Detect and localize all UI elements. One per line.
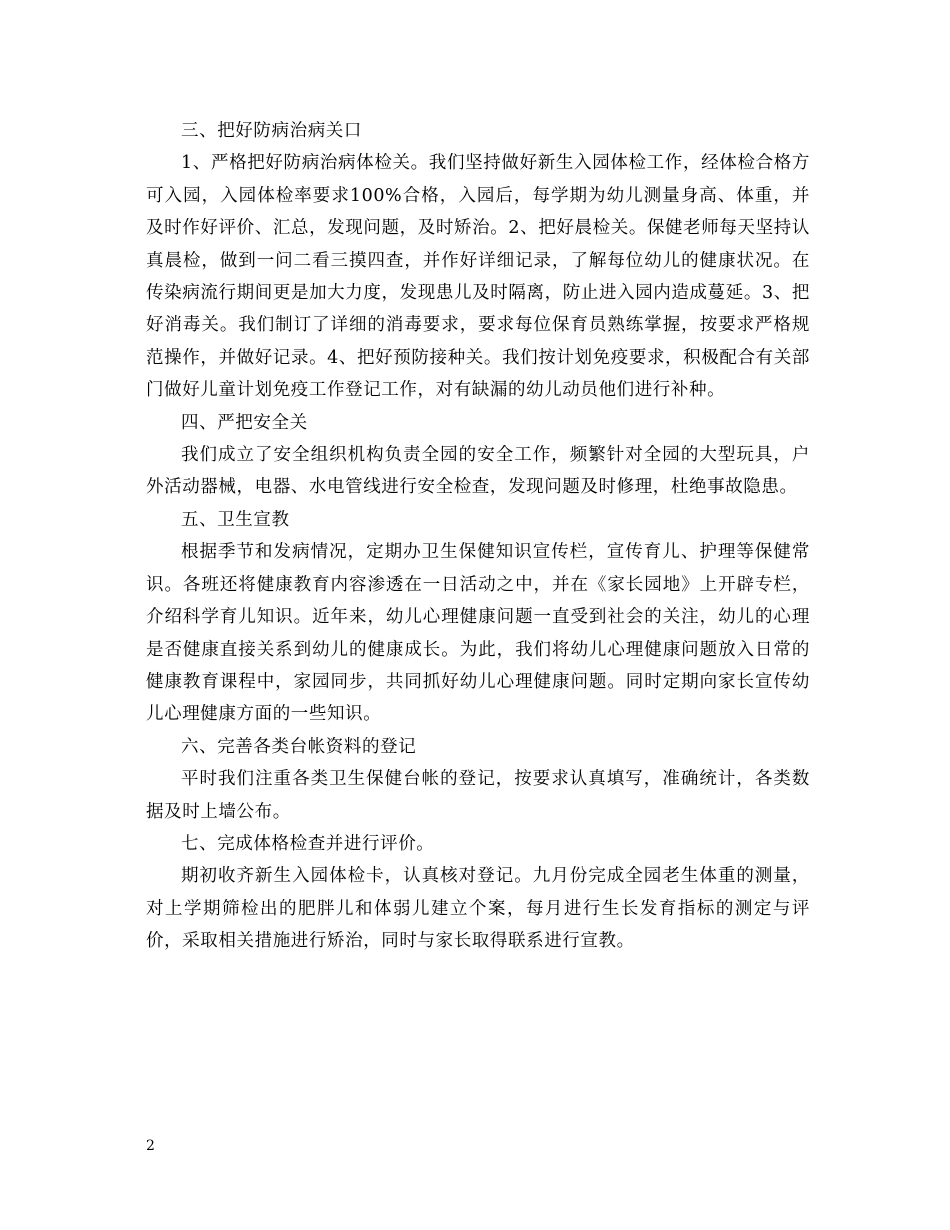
section-heading-5: 五、卫生宣教 <box>181 509 290 530</box>
section-body-3: 1、严格把好防病治病体检关。我们坚持做好新生入园体检工作，经体检合格方可入园，入园体检率要求100%合格，入园后，每学期为幼儿测量身高、体重，并及时作好评价、汇总，发现问题，及时矫治。2、把好晨检关。保健老师每天坚持认真晨检，做到一问二看三摸四查，并作好详细记录，了解每位幼儿的健康状况。在传染病流行期间更是加大力度，发现患儿及时隔离，防止进入园内造成蔓延。3、把好消毒关。我们制订了详细的消毒要求，要求每位保育员熟练掌握，按要求严格规范操作，并做好记录。4、把好预防接种关。我们按计划免疫要求，积极配合有关部门做好儿童计划免疫工作登记工作，对有缺漏的幼儿动员他们进行补种。 <box>146 153 810 401</box>
section-heading-4: 四、严把安全关 <box>181 412 308 433</box>
section-body-7: 期初收齐新生入园体检卡，认真核对登记。九月份完成全园老生体重的测量，对上学期筛检出的肥胖儿和体弱儿建立个案，每月进行生长发育指标的测定与评价，采取相关措施进行矫治，同时与家长取得联系进行宣教。 <box>146 866 810 952</box>
section-heading-3: 三、把好防病治病关口 <box>181 121 362 141</box>
section-heading-7: 七、完成体格检查并进行评价。 <box>181 833 435 854</box>
section-body-4: 我们成立了安全组织机构负责全园的安全工作，频繁针对全园的大型玩具，户外活动器械，电器、水电管线进行安全检查，发现问题及时修理，杜绝事故隐患。 <box>146 445 810 498</box>
document-page <box>146 115 810 958</box>
section-body-5: 根据季节和发病情况，定期办卫生保健知识宣传栏，宣传育儿、护理等保健常识。各班还将健康教育内容渗透在一日活动之中，并在《家长园地》上开辟专栏，介绍科学育儿知识。近年来，幼儿心理健康问题一直受到社会的关注，幼儿的心理是否健康直接关系到幼儿的健康成长。为此，我们将幼儿心理健康问题放入日常的健康教育课程中，家园同步，共同抓好幼儿心理健康问题。同时定期向家长宣传幼儿心理健康方面的一些知识。 <box>146 542 810 725</box>
section-heading-6: 六、完善各类台帐资料的登记 <box>181 736 417 757</box>
section-body-6: 平时我们注重各类卫生保健台帐的登记，按要求认真填写，准确统计，各类数据及时上墙公布。 <box>146 769 810 822</box>
page-number: 2 <box>146 1138 155 1154</box>
